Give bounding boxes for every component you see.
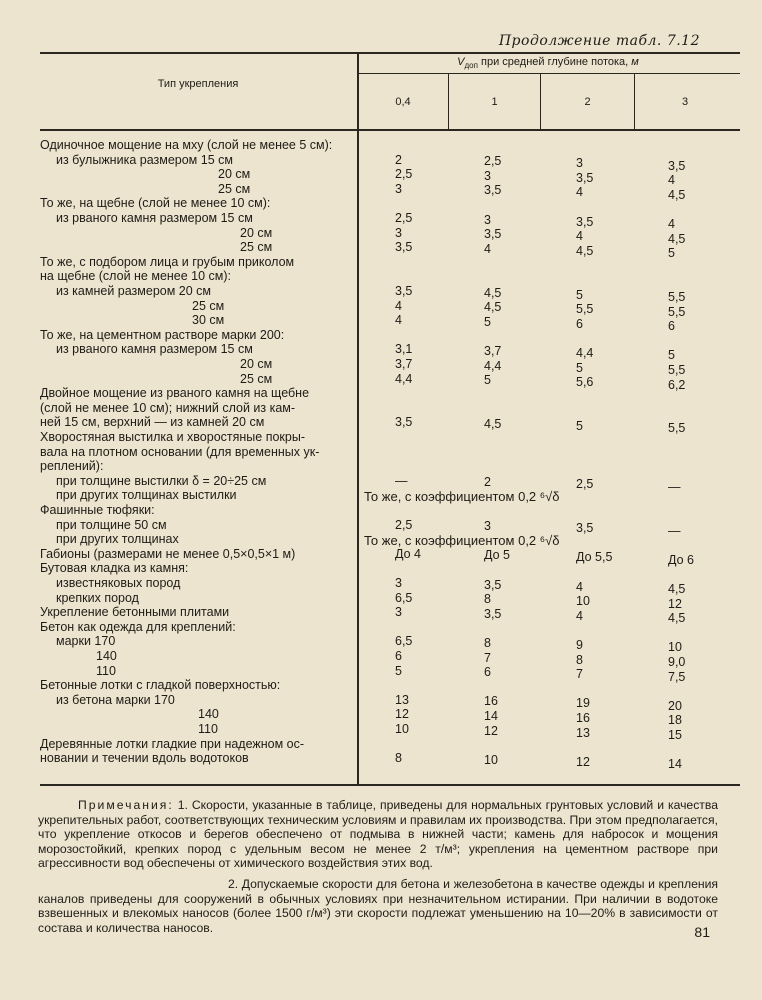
row-label: Хворостяная выстилка и хворостяные покры-	[40, 430, 305, 444]
cell-value: 4	[668, 173, 675, 188]
row-label: 110	[198, 722, 218, 736]
row-label: То же, с подбором лица и грубым приколом	[40, 254, 295, 269]
cell-value: 5	[484, 373, 491, 388]
row-label: при других толщинах выстилки	[56, 488, 237, 503]
row-label: из рваного камня размером 15 см	[56, 211, 253, 225]
cell-value: 19	[576, 696, 590, 711]
row-label: 20 см	[218, 167, 251, 182]
row-label: 25 см	[240, 371, 273, 386]
depth-1: 1	[491, 96, 498, 108]
row-label: из бетона марки 170	[56, 692, 175, 707]
table-top-rule	[40, 52, 740, 54]
cell-value: 3,5	[668, 158, 686, 173]
row-label: То же, на цементном растворе марки 200:	[40, 327, 285, 342]
row-label: 25 см	[218, 181, 251, 196]
cell-value: 18	[668, 713, 682, 728]
header-bottom-rule	[40, 129, 740, 131]
cell-value: 5,5	[668, 363, 686, 377]
cell-value: 6	[576, 316, 583, 331]
cell-value: 3	[484, 519, 491, 534]
cell-value: 16	[576, 710, 590, 725]
cell-value: 3,5	[484, 227, 502, 242]
row-label: Бетонные лотки с гладкой поверхностью:	[40, 678, 281, 693]
row-label: 20 см	[240, 357, 273, 371]
cell-value: 5	[576, 360, 583, 375]
cell-value: 4,4	[395, 371, 413, 386]
cell-value: 3,5	[484, 183, 502, 198]
cell-value: 3,5	[484, 577, 502, 592]
cell-value: 6,5	[395, 590, 413, 605]
cell-value: 4,5	[668, 582, 686, 596]
depth-0-4: 0,4	[395, 96, 411, 108]
row-label: из камней размером 20 см	[56, 284, 212, 298]
cell-value: —	[668, 479, 681, 494]
cell-value: 3	[395, 225, 402, 240]
cell-value: 3,7	[395, 357, 413, 371]
table-bottom-rule	[40, 784, 740, 786]
notes-label: Примечания:	[78, 798, 174, 812]
row-label: Двойное мощение из рваного камня на щебне	[40, 386, 310, 401]
row-label: из рваного камня размером 15 см	[56, 342, 253, 357]
cell-value: 5,5	[668, 421, 686, 436]
cell-value: 5,5	[668, 304, 686, 319]
cell-value: 5	[576, 287, 583, 302]
row-label: крепких пород	[56, 590, 139, 605]
cell-value: До 5,5	[576, 550, 613, 565]
cell-value: 2	[395, 152, 402, 167]
cell-value: 3,5	[395, 240, 413, 255]
cell-value: 12	[395, 707, 409, 722]
row-label: при толщине 50 см	[56, 517, 167, 532]
cell-value: 13	[576, 725, 590, 740]
cell-value: 7	[484, 650, 491, 665]
row-label: 110	[96, 663, 116, 678]
note-1	[38, 798, 718, 871]
cell-value: 4,4	[576, 345, 594, 360]
cell-value: 4	[395, 298, 402, 313]
cell-value: 4	[576, 185, 583, 200]
type-header: Тип укрепления	[157, 78, 239, 90]
cell-value: 2	[484, 475, 491, 490]
cell-value: 6	[484, 665, 491, 680]
cell-value: 8	[484, 635, 491, 650]
row-label: 25 см	[192, 298, 225, 313]
cell-value: До 5	[484, 548, 510, 563]
continuation-title: Продолжение табл. 7.12	[498, 33, 700, 49]
cell-value: 4,5	[576, 243, 594, 258]
row-label: новании и течении вдоль водотоков	[40, 751, 249, 766]
cell-value: 10	[576, 594, 590, 609]
row-label: Одиночное мощение на мху (слой не менее 5 см):	[40, 138, 333, 152]
cell-value: 3,7	[484, 343, 502, 358]
cell-value: 2,5	[576, 477, 594, 492]
cell-value: 4	[576, 579, 583, 594]
cell-value: 3,5	[576, 170, 594, 185]
cell-value: 6,2	[668, 377, 686, 392]
cell-value: 3,5	[576, 521, 594, 536]
cell-value: 3,1	[395, 342, 413, 357]
cell-value: До 4	[395, 546, 421, 561]
cell-value: 4,5	[668, 187, 686, 202]
depth-header-rule	[358, 73, 740, 74]
cell-value: —	[668, 523, 681, 538]
cell-value: 3,5	[395, 415, 413, 430]
cell-value: 5	[668, 348, 675, 363]
cell-value: 3,5	[484, 606, 502, 621]
cell-value: —	[395, 473, 408, 488]
cell-value: 5	[395, 663, 402, 678]
cell-value: 3	[395, 605, 402, 620]
row-label: (слой не менее 10 см); нижний слой из кам-	[40, 400, 296, 415]
cell-value: 9,0	[668, 655, 686, 669]
cell-value: 5	[668, 246, 675, 261]
row-label: 30 см	[192, 313, 225, 328]
cell-value: 3	[484, 168, 491, 183]
cell-value: 16	[484, 694, 498, 709]
cell-value: 3,5	[395, 284, 413, 298]
cell-value: 15	[668, 728, 682, 742]
row-label: известняковых пород	[56, 576, 181, 590]
cell-value: 13	[395, 692, 409, 707]
cell-value: 2,5	[484, 154, 502, 169]
cell-value: 3	[395, 576, 402, 590]
cell-value: 5,6	[576, 375, 594, 390]
cell-value: 9	[576, 637, 583, 652]
row-label: реплений):	[40, 459, 104, 474]
cell-value: 7	[576, 667, 583, 682]
note-2: 2. Допускаемые скорости для бетона и железобетона в качестве одежды и крепления каналов приведены для сооружений в обычных условиях при незначительном истирании. При наличии в водотоке взвешенных и влекомых наносов (более 1500 г/м³) эти скорости подлежат уменьшению на 10—20% в зависимости от состава и количества наносов.	[38, 877, 718, 935]
cell-value: 8	[484, 592, 491, 607]
note-1-text: 1. Скорости, указанные в таблице, приведены для нормальных грунтовых условий и качества укрепительных работ, соответствующих техническим условиям и правилам их производства. При этом предполагается, что укрепление откосов и берегов обеспечено от подмыва в нижней части; камень для набросок и мощения морозостойкий, крепких пород с удельным весом не менее 2 т/м³; укрепления на цементном растворе при агрессивности вод обеспечены от химического воздействия этих вод.	[38, 798, 718, 871]
cell-value: 12	[576, 754, 590, 769]
cell-value: 4	[668, 217, 675, 231]
cell-value: 4	[576, 229, 583, 244]
cell-value: 4,4	[484, 358, 502, 373]
row-label: при толщине выстилки δ = 20÷25 см	[56, 473, 267, 488]
depth-3: 3	[681, 96, 689, 108]
row-label: 140	[96, 649, 117, 663]
row-label: при других толщинах	[56, 532, 179, 547]
cell-value: 4,5	[484, 300, 502, 315]
row-label: на щебне (слой не менее 10 см):	[40, 269, 232, 284]
cell-value: 3	[395, 181, 402, 196]
row-label: марки 170	[56, 634, 116, 649]
cell-value: 10	[484, 752, 498, 767]
row-label: 20 см	[240, 225, 273, 240]
row-label: ней 15 см, верхний — из камней 20 см	[40, 415, 265, 430]
cell-value: 4,5	[668, 231, 686, 246]
cell-value: 12	[484, 723, 498, 738]
cell-value: 2,5	[395, 517, 413, 532]
page-number: 81	[694, 924, 710, 940]
row-label: Габионы (размерами не менее 0,5×0,5×1 м)	[40, 546, 296, 561]
row-label: 25 см	[240, 240, 273, 255]
cell-value: 14	[668, 757, 682, 772]
cell-value: 5,5	[668, 290, 686, 304]
cell-value: 5	[576, 418, 583, 433]
row-label: Деревянные лотки гладкие при надежном ос-	[40, 736, 305, 751]
cell-value: 20	[668, 698, 682, 713]
cell-value: 4	[576, 608, 583, 623]
velocity-header: $V_{доп}$ при средней глубине потока, м	[457, 56, 639, 71]
cell-value: 5,5	[576, 302, 594, 317]
span-value: То же, с коэффициентом 0,2 ⁶√δ	[364, 533, 560, 549]
row-label: Бетон как одежда для креплений:	[40, 619, 236, 634]
cell-value: 4,5	[484, 416, 502, 431]
cell-value: 4	[484, 241, 491, 256]
cell-value: 10	[395, 722, 409, 736]
depth-2: 2	[584, 96, 591, 108]
cell-value: 14	[484, 708, 498, 723]
column-divider-main	[357, 54, 359, 784]
cell-value: 6,5	[395, 634, 413, 649]
cell-value: 4,5	[668, 611, 686, 626]
cell-value: 3,5	[576, 214, 594, 229]
cell-value: До 6	[668, 552, 694, 567]
cell-value: 6	[395, 649, 402, 663]
cell-value: 7,5	[668, 669, 686, 684]
cell-value: 6	[668, 319, 675, 334]
row-label: вала на плотном основании (для временных ук-	[40, 444, 320, 459]
row-label: Фашинные тюфяки:	[40, 503, 155, 517]
cell-value: 12	[668, 596, 682, 611]
row-label: То же, на щебне (слой не менее 10 см):	[40, 196, 271, 211]
row-label: Укрепление бетонными плитами	[40, 605, 230, 620]
row-label: Бутовая кладка из камня:	[40, 561, 189, 576]
cell-value: 2,5	[395, 211, 413, 225]
cell-value: 8	[576, 652, 583, 667]
cell-value: 8	[395, 751, 402, 766]
cell-value: 10	[668, 640, 682, 655]
cell-value: 3	[576, 156, 583, 171]
span-value: То же, с коэффициентом 0,2 ⁶√δ	[364, 489, 560, 505]
cell-value: 4,5	[484, 285, 502, 300]
cell-value: 5	[484, 314, 491, 329]
row-label: 140	[198, 707, 219, 722]
cell-value: 4	[395, 313, 402, 328]
cell-value: 3	[484, 212, 491, 227]
row-label: из булыжника размером 15 см	[56, 152, 233, 167]
cell-value: 2,5	[395, 167, 413, 182]
